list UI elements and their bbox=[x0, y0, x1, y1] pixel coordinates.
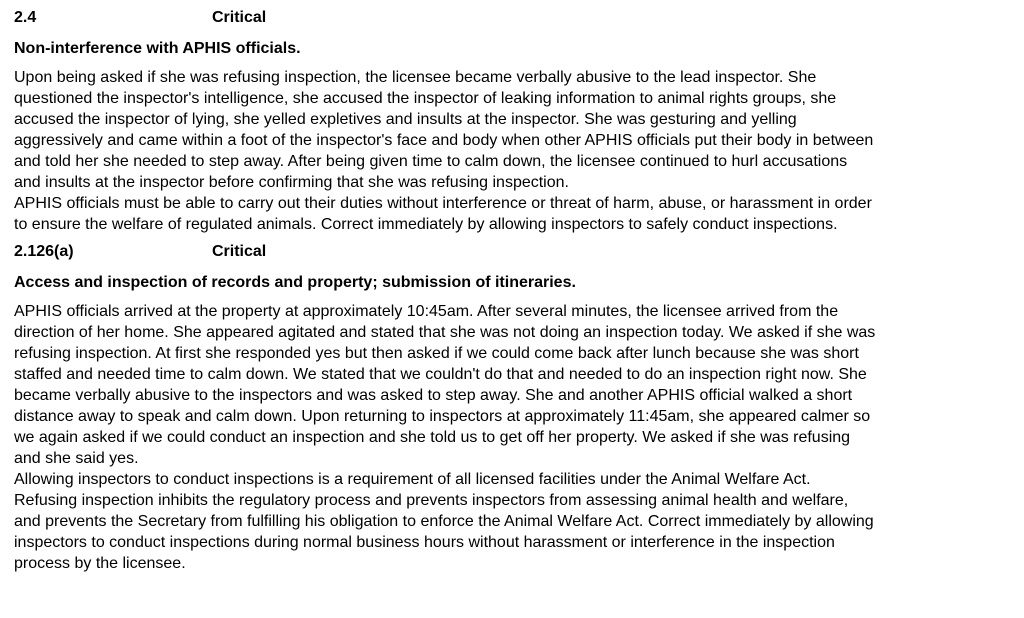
narrative-line: became verbally abusive to the inspectors and was asked to step away. She and another APHIS official walked a short bbox=[14, 387, 853, 404]
narrative-line: to ensure the welfare of regulated animals. Correct immediately by allowing inspectors to safely conduct inspections. bbox=[14, 216, 838, 233]
citation-header bbox=[14, 242, 1010, 262]
citation-narrative bbox=[14, 301, 1010, 574]
citation-heading: Access and inspection of records and property; submission of itineraries. bbox=[14, 274, 576, 291]
severity-label: Critical bbox=[212, 9, 267, 26]
narrative-line: we again asked if we could conduct an inspection and she told us to get off her property. We asked if she was refusing bbox=[14, 429, 851, 446]
narrative-line: refusing inspection. At first she responded yes but then asked if we could come back after lunch because she was short bbox=[14, 345, 859, 362]
narrative-line: APHIS officials must be able to carry out their duties without interference or threat of harm, abuse, or harassment in order bbox=[14, 195, 872, 212]
narrative-line: questioned the inspector's intelligence, she accused the inspector of leaking information to animal rights groups, she bbox=[14, 90, 837, 107]
citation-header bbox=[14, 8, 1010, 28]
narrative-line: and insults at the inspector before confirming that she was refusing inspection. bbox=[14, 174, 569, 191]
narrative-line: Upon being asked if she was refusing inspection, the licensee became verbally abusive to the lead inspector. She bbox=[14, 69, 817, 86]
narrative-line: Refusing inspection inhibits the regulatory process and prevents inspectors from assessing animal health and welfare, bbox=[14, 492, 849, 509]
narrative-line: and told her she needed to step away. After being given time to calm down, the licensee continued to hurl accusations bbox=[14, 153, 848, 170]
narrative-line: process by the licensee. bbox=[14, 555, 186, 572]
citation-narrative bbox=[14, 67, 1010, 235]
citation-code: 2.4 bbox=[14, 9, 37, 26]
narrative-line: accused the inspector of lying, she yelled expletives and insults at the inspector. She was gesturing and yelling bbox=[14, 111, 797, 128]
citation-heading: Non-interference with APHIS officials. bbox=[14, 40, 301, 57]
narrative-line: APHIS officials arrived at the property at approximately 10:45am. After several minutes, the licensee arrived from the bbox=[14, 303, 839, 320]
severity-label: Critical bbox=[212, 243, 267, 260]
narrative-line: and prevents the Secretary from fulfilling his obligation to enforce the Animal Welfare Act. Correct immediately by allowing bbox=[14, 513, 874, 530]
citation-section-2-126a bbox=[14, 242, 1010, 574]
narrative-line: staffed and needed time to calm down. We stated that we couldn't do that and needed to do an inspection right now. She bbox=[14, 366, 867, 383]
narrative-line: aggressively and came within a foot of the inspector's face and body when other APHIS officials put their body in between bbox=[14, 132, 874, 149]
narrative-line: inspectors to conduct inspections during normal business hours without harassment or interference in the inspection bbox=[14, 534, 835, 551]
citation-code: 2.126(a) bbox=[14, 243, 74, 260]
citation-section-2-4 bbox=[14, 8, 1010, 235]
narrative-line: and she said yes. bbox=[14, 450, 139, 467]
narrative-line: distance away to speak and calm down. Upon returning to inspectors at approximately 11:45am, she appeared calmer so bbox=[14, 408, 871, 425]
narrative-line: Allowing inspectors to conduct inspections is a requirement of all licensed facilities under the Animal Welfare Act. bbox=[14, 471, 811, 488]
narrative-line: direction of her home. She appeared agitated and stated that she was not doing an inspection today. We asked if she was bbox=[14, 324, 876, 341]
